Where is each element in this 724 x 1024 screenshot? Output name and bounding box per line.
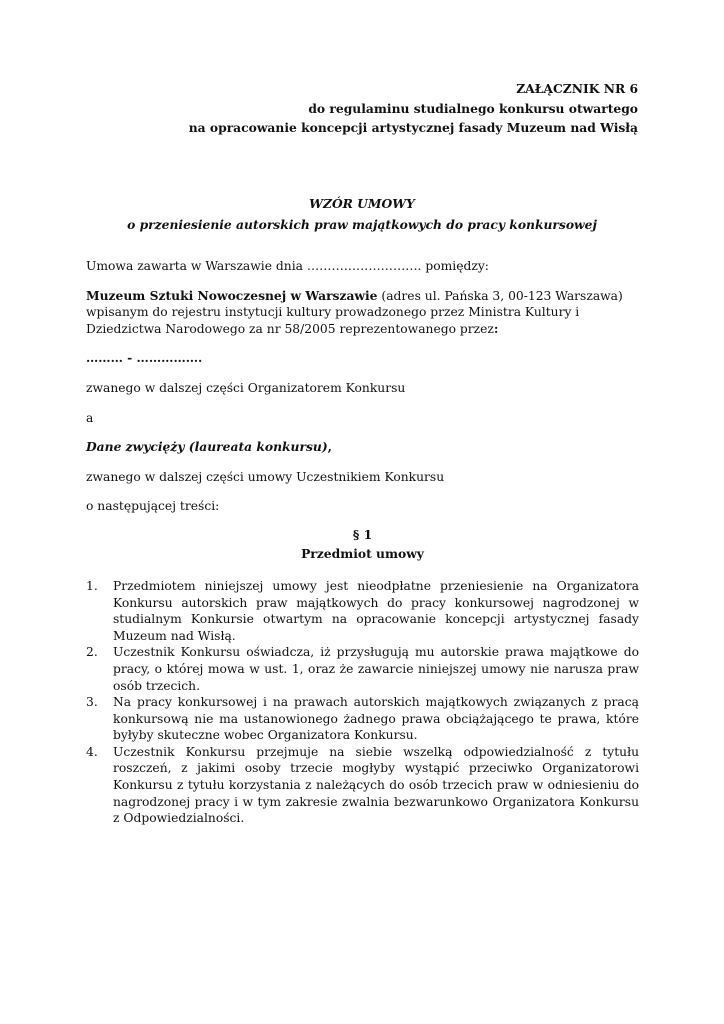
party1-colon: : xyxy=(493,320,499,336)
section-1-clauses xyxy=(86,578,639,827)
clause-1 xyxy=(86,578,639,644)
clause-1-number: 1. xyxy=(86,578,98,593)
party1-paragraph xyxy=(86,288,639,338)
participant-clause: zwanego w dalszej części umowy Uczestnikiem Konkursu xyxy=(86,469,445,484)
party2-comma: , xyxy=(327,439,332,455)
intro-line: Umowa zawarta w Warszawie dnia ………………………. pomiędzy: xyxy=(86,259,489,273)
section-1-number: § 1 xyxy=(352,526,373,542)
agreement-body xyxy=(86,258,639,827)
attachment-number: ZAŁĄCZNIK NR 6 xyxy=(516,81,638,96)
clause-4-number: 4. xyxy=(86,744,98,759)
organizer-clause: zwanego w dalszej części Organizatorem Konkursu xyxy=(86,380,406,395)
agreement-title xyxy=(86,194,638,235)
clause-2-text: Uczestnik Konkursu oświadcza, iż przysługują mu autorskie prawa majątkowe do pracy, o której mowa w ust. 1, oraz że zawarcie niniejszej umowy nie narusza praw osób trzecich. xyxy=(113,645,639,693)
section-1-title: Przedmiot umowy xyxy=(301,545,424,561)
party1-representative: ……… - ……………. xyxy=(86,350,203,366)
agreement-title-subtitle: o przeniesienie autorskich praw majątkowych do pracy konkursowej xyxy=(127,216,597,232)
attachment-subject: na opracowanie koncepcji artystycznej fasady Muzeum nad Wisłą xyxy=(188,120,638,135)
party2-name: Dane zwycięży (laureata konkursu) xyxy=(86,439,328,455)
clause-1-text: Przedmiotem niniejszej umowy jest nieodpłatne przeniesienie na Organizatora Konkursu autorskich praw majątkowych do pracy konkursowej nagrodzonej w studialnym Konkursie otwartym na opracowanie koncepcji artystycznej fasady Muzeum nad Wisłą. xyxy=(113,578,639,643)
agreement-title-main: WZÓR UMOWY xyxy=(309,196,415,211)
section-1-heading xyxy=(86,525,639,563)
clause-4-text: Uczestnik Konkursu przejmuje na siebie wszelką odpowiedzialność z tytułu roszczeń, z jakimi osoby trzecie mogłyby wystąpić przeciwko Organizatorowi Konkursu z tytułu korzystania z należących do osób trzecich praw w odniesieniu do nagrodzonej pracy i w tym zakresie zwalnia bezwarunkowo Organizatora Konkursu z Odpowiedzialności. xyxy=(113,744,639,826)
clause-3 xyxy=(86,694,639,744)
clause-4 xyxy=(86,744,639,827)
clause-3-number: 3. xyxy=(86,695,98,710)
conjunction: a xyxy=(86,410,94,425)
clause-2-number: 2. xyxy=(86,645,98,660)
content-intro: o następującej treści: xyxy=(86,499,220,514)
party2-paragraph xyxy=(86,439,639,456)
clause-2 xyxy=(86,644,639,694)
attachment-regulation: do regulaminu studialnego konkursu otwartego xyxy=(308,100,638,116)
clause-3-text: Na pracy konkursowej i na prawach autorskich majątkowych związanych z pracą konkursową nie ma ustanowionego żadnego prawa obciążającego te prawa, które byłyby skuteczne wobec Organizatora Konkursu. xyxy=(113,695,639,743)
party1-details: (adres ul. Pańska 3, 00-123 Warszawa) wpisanym do rejestru instytucji kultury prowadzonego przez Ministra Kultury i Dziedzictwa Narodowego za nr 58/2005 reprezentowanego przez xyxy=(86,288,623,336)
party1-name: Muzeum Sztuki Nowoczesnej w Warszawie xyxy=(86,287,378,303)
attachment-header xyxy=(189,79,638,138)
